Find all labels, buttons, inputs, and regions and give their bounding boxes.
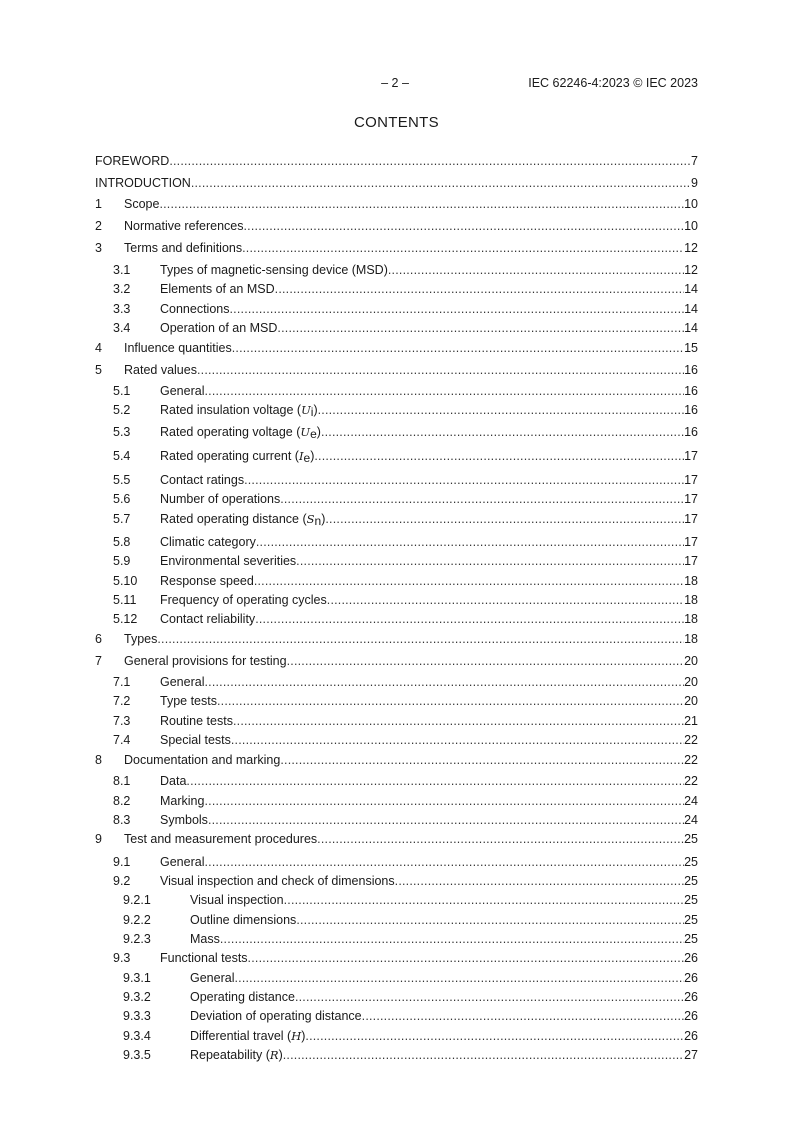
toc-entry-title-tail: ) [278,1048,283,1062]
toc-entry-number: 6 [95,632,102,646]
toc-entry [95,281,698,297]
toc-entry-title: Contact ratings [160,473,245,487]
toc-entry-page: 16 [684,425,698,439]
toc-entry-number: 9.2.1 [123,893,151,907]
toc-entry [95,301,698,317]
toc-entry-page: 26 [684,951,698,965]
toc-entry [95,653,698,669]
toc-entry-title-tail: ) [310,449,315,463]
toc-entry-title: Visual inspection and check of dimensions [160,874,395,888]
toc-entry-page: 15 [684,341,698,355]
toc-entry [95,812,698,828]
toc-entry [95,240,698,256]
toc-entry-number: 5.12 [113,612,138,626]
toc-entry-page: 26 [684,990,698,1004]
toc-entry-number: 7.4 [113,733,131,747]
toc-dot-leader [318,403,684,418]
toc-entry [95,713,698,729]
toc-entry-subscript: n [314,514,322,528]
toc-entry [95,511,698,527]
toc-entry-page: 12 [684,241,698,255]
toc-entry-title: Repeatability ( [190,1048,270,1062]
toc-entry-page: 25 [684,893,698,907]
toc-entry-title: Documentation and marking [124,753,281,767]
toc-entry [95,892,698,908]
toc-dot-leader [220,932,684,947]
toc-entry-title: Deviation of operating distance [190,1009,362,1023]
toc-entry [95,362,698,378]
toc-entry-page: 17 [684,492,698,506]
toc-entry-number: 8.2 [113,794,131,808]
toc-entry [95,931,698,947]
toc-entry-title: Rated operating distance ( [160,512,307,526]
toc-entry-number: 5.6 [113,492,131,506]
toc-dot-leader [295,990,684,1005]
toc-entry-symbol: R [269,1048,279,1062]
toc-entry [95,674,698,690]
toc-entry [95,989,698,1005]
toc-entry-number: 3 [95,241,102,255]
toc-entry-symbol: U [300,425,311,439]
toc-entry-number: 5.8 [113,535,131,549]
toc-entry-title: Rated values [124,363,197,377]
toc-entry-page: 14 [684,282,698,296]
toc-entry-number: 7.1 [113,675,131,689]
toc-dot-leader [280,492,684,507]
toc-entry-title: Connections [160,302,230,316]
toc-entry [95,383,698,399]
toc-entry-number: 3.2 [113,282,131,296]
toc-dot-leader [287,654,685,669]
toc-dot-leader [234,971,684,986]
toc-entry [95,573,698,589]
toc-entry-page: 18 [684,593,698,607]
toc-entry-page: 24 [684,813,698,827]
toc-entry-page: 24 [684,794,698,808]
toc-entry-page: 22 [684,774,698,788]
toc-entry-page: 25 [684,832,698,846]
toc-entry [95,592,698,608]
toc-dot-leader [321,425,684,440]
toc-entry-page: 16 [684,384,698,398]
toc-entry-page: 18 [684,574,698,588]
toc-entry-title: Symbols [160,813,208,827]
toc-entry-number: 9.2.2 [123,913,151,927]
toc-entry-number: 9.3.1 [123,971,151,985]
toc-entry-number: 5.2 [113,403,131,417]
toc-entry [95,402,698,418]
toc-entry-title: Scope [124,197,160,211]
toc-entry-number: 5.9 [113,554,131,568]
toc-entry-page: 9 [691,176,698,190]
toc-dot-leader [204,794,684,809]
toc-entry-page: 27 [684,1048,698,1062]
toc-entry-page: 17 [684,512,698,526]
toc-entry-title: Data [160,774,187,788]
toc-entry-title: Environmental severities [160,554,297,568]
toc-dot-leader [208,813,684,828]
toc-dot-leader [244,473,684,488]
toc-entry [95,553,698,569]
toc-entry-title: Rated operating current ( [160,449,299,463]
toc-dot-leader [242,241,684,256]
toc-entry-number: 9.1 [113,855,131,869]
toc-entry-title-tail: ) [321,512,326,526]
toc-entry-number: 7 [95,654,102,668]
toc-dot-leader [296,554,684,569]
toc-dot-leader [362,1009,684,1024]
toc-entry-page: 18 [684,632,698,646]
toc-entry-title: General [160,855,205,869]
toc-entry-page: 25 [684,913,698,927]
toc-entry-number: 4 [95,341,102,355]
toc-entry [95,793,698,809]
toc-entry-number: 8.3 [113,813,131,827]
toc-entry-page: 26 [684,1029,698,1043]
toc-entry-number: 7.2 [113,694,131,708]
toc-entry-number: 5.1 [113,384,131,398]
toc-entry [95,912,698,928]
toc-entry-title: Visual inspection [190,893,284,907]
toc-entry-title: Number of operations [160,492,281,506]
toc-entry-page: 17 [684,554,698,568]
toc-entry-page: 22 [684,733,698,747]
toc-entry-title: Operation of an MSD [160,321,278,335]
toc-entry-page: 16 [684,403,698,417]
toc-dot-leader [217,694,684,709]
toc-dot-leader [191,176,691,191]
toc-entry [95,320,698,336]
toc-entry-title-tail: ) [301,1029,306,1043]
toc-entry-number: 5.10 [113,574,138,588]
toc-entry-title-tail: ) [316,425,321,439]
toc-entry-page: 20 [684,694,698,708]
toc-entry-title: Normative references [124,219,244,233]
toc-entry-number: 2 [95,219,102,233]
toc-dot-leader [277,321,684,336]
toc-entry-number: 5.5 [113,473,131,487]
toc-dot-leader [327,593,684,608]
toc-entry-title-tail: ) [313,403,318,417]
toc-entry-title: Test and measurement procedures [124,832,318,846]
toc-entry-number: 9.3.5 [123,1048,151,1062]
toc-entry-symbol: I [298,449,304,463]
toc-entry-page: 12 [684,263,698,277]
toc-dot-leader [248,951,685,966]
toc-entry-number: 5.4 [113,449,131,463]
toc-entry [95,340,698,356]
toc-dot-leader [244,219,685,234]
toc-entry-title: FOREWORD [95,154,170,168]
toc-entry-title: Types [124,632,158,646]
toc-entry-number: 9.2.3 [123,932,151,946]
toc-entry-page: 25 [684,855,698,869]
toc-dot-leader [169,154,691,169]
toc-entry-number: 7.3 [113,714,131,728]
toc-dot-leader [283,1048,684,1063]
toc-entry-page: 26 [684,971,698,985]
toc-dot-leader [284,893,685,908]
toc-entry-title: Types of magnetic-sensing device (MSD) [160,263,388,277]
toc-entry-page: 25 [684,932,698,946]
toc-entry [95,262,698,278]
toc-entry [95,218,698,234]
toc-entry-page: 17 [684,535,698,549]
toc-entry-title: Influence quantities [124,341,232,355]
toc-entry-number: 9 [95,832,102,846]
toc-dot-leader [204,384,684,399]
toc-entry [95,534,698,550]
toc-entry-title: General [160,384,205,398]
toc-entry [95,693,698,709]
toc-entry [95,196,698,212]
toc-entry-title: Elements of an MSD [160,282,275,296]
toc-dot-leader [230,302,685,317]
toc-entry [95,1008,698,1024]
toc-entry [95,773,698,789]
toc-entry-title: General [160,675,205,689]
toc-entry-title: Mass [190,932,220,946]
toc-dot-leader [232,341,684,356]
toc-entry-title: General provisions for testing [124,654,287,668]
toc-dot-leader [314,449,684,464]
toc-entry-number: 5.7 [113,512,131,526]
toc-entry-page: 20 [684,654,698,668]
toc-entry-number: 9.2 [113,874,131,888]
toc-entry-title: Differential travel ( [190,1029,292,1043]
toc-dot-leader [388,263,684,278]
toc-entry [95,611,698,627]
toc-entry-page: 10 [684,219,698,233]
toc-entry [95,631,698,647]
toc-entry [95,831,698,847]
toc-entry-number: 3.1 [113,263,131,277]
toc-entry-title: Outline dimensions [190,913,297,927]
toc-entry [95,732,698,748]
toc-entry-title: General [190,971,235,985]
toc-entry [95,175,698,191]
toc-dot-leader [296,913,684,928]
toc-dot-leader [159,197,684,212]
toc-entry [95,1047,698,1063]
toc-entry [95,491,698,507]
toc-entry-title: Contact reliability [160,612,256,626]
toc-entry-number: 9.3.4 [123,1029,151,1043]
toc-entry-page: 26 [684,1009,698,1023]
toc-entry-number: 3.4 [113,321,131,335]
toc-entry-number: 3.3 [113,302,131,316]
toc-dot-leader [325,512,684,527]
toc-entry-subscript: e [303,451,311,465]
toc-dot-leader [197,363,684,378]
toc-entry-symbol: S [306,512,315,526]
toc-entry-number: 1 [95,197,102,211]
toc-entry-number: 8.1 [113,774,131,788]
toc-entry-title: Routine tests [160,714,233,728]
toc-dot-leader [204,675,684,690]
toc-entry-number: 5.3 [113,425,131,439]
toc-entry-subscript: i [310,405,314,419]
toc-entry [95,448,698,464]
toc-entry-title: Type tests [160,694,217,708]
toc-entry-number: 9.3.3 [123,1009,151,1023]
page-number: – 2 – [381,76,409,90]
toc-dot-leader [275,282,684,297]
toc-entry-page: 17 [684,473,698,487]
toc-dot-leader [280,753,684,768]
toc-entry-number: 5.11 [113,593,137,607]
toc-dot-leader [305,1029,684,1044]
toc-entry-page: 20 [684,675,698,689]
toc-entry-page: 17 [684,449,698,463]
toc-dot-leader [231,733,684,748]
toc-entry-title: INTRODUCTION [95,176,191,190]
toc-entry-page: 21 [684,714,698,728]
toc-entry-number: 9.3 [113,951,131,965]
toc-entry-title: Rated operating voltage ( [160,425,301,439]
toc-entry-page: 18 [684,612,698,626]
toc-entry [95,970,698,986]
toc-entry [95,950,698,966]
toc-entry-title: Rated insulation voltage ( [160,403,302,417]
toc-entry [95,472,698,488]
toc-entry-page: 14 [684,321,698,335]
toc-entry-title: Special tests [160,733,231,747]
toc-entry [95,854,698,870]
toc-entry [95,1028,698,1044]
toc-entry-title: Climatic category [160,535,256,549]
toc-dot-leader [254,574,684,589]
toc-entry [95,873,698,889]
toc-entry-number: 5 [95,363,102,377]
toc-dot-leader [256,535,684,550]
toc-entry-page: 10 [684,197,698,211]
toc-entry-subscript: e [310,427,317,441]
toc-dot-leader [157,632,684,647]
toc-dot-leader [255,612,684,627]
toc-entry-page: 25 [684,874,698,888]
toc-dot-leader [186,774,684,789]
toc-dot-leader [317,832,684,847]
toc-entry-symbol: U [301,403,311,417]
toc-entry-symbol: H [291,1029,302,1043]
toc-entry-title: Marking [160,794,205,808]
toc-entry-page: 22 [684,753,698,767]
toc-entry-number: 9.3.2 [123,990,151,1004]
toc-dot-leader [233,714,684,729]
toc-entry-title: Functional tests [160,951,248,965]
toc-entry [95,153,698,169]
toc-entry-title: Response speed [160,574,254,588]
toc-entry-title: Operating distance [190,990,295,1004]
toc-entry-title: Terms and definitions [124,241,243,255]
toc-entry-page: 7 [691,154,698,168]
toc-dot-leader [204,855,684,870]
toc-entry-page: 16 [684,363,698,377]
toc-entry [95,752,698,768]
contents-title: CONTENTS [354,114,439,131]
toc-entry [95,424,698,440]
toc-dot-leader [395,874,684,889]
toc-entry-number: 8 [95,753,102,767]
toc-entry-page: 14 [684,302,698,316]
document-reference: IEC 62246-4:2023 © IEC 2023 [528,76,698,90]
toc-entry-title: Frequency of operating cycles [160,593,327,607]
